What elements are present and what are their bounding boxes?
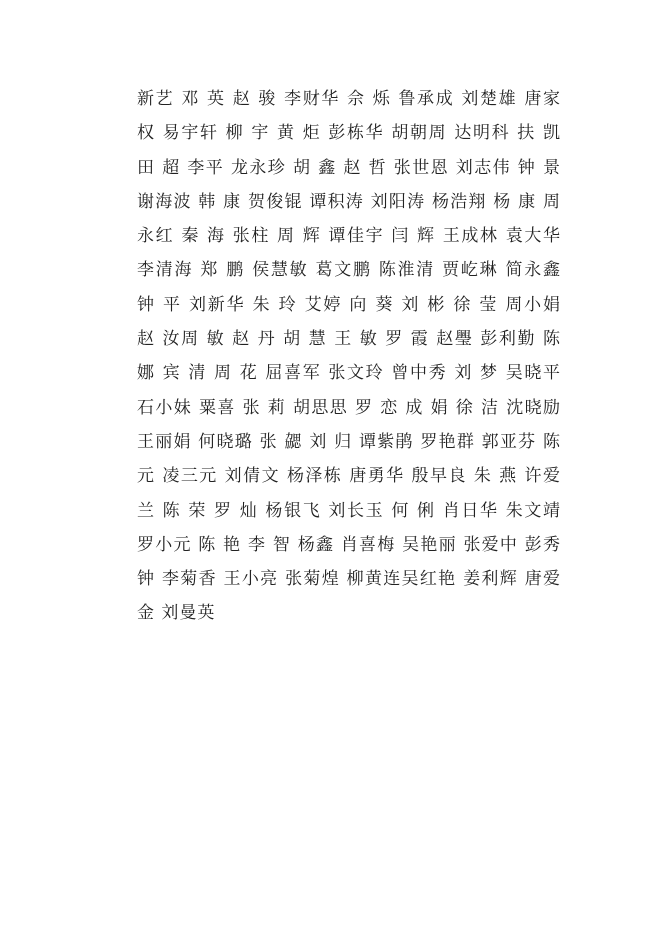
name-list-paragraph: 新艺 邓 英 赵 骏 李财华 佘 烁 鲁承成 刘楚雄 唐家权 易宇轩 柳 宇 黄 炬 彭栋华 胡朝周 达明科 扶 凯 田 超 李平 龙永珍 胡 鑫 赵 哲 张世恩 刘志伟 钟 景 谢海波 韩 康 贺俊锟 谭积涛 刘阳涛 杨浩翔 杨 康 周永红 秦 海 张柱 周 辉 谭佳宇 闫 辉 王成林 袁大华 李清海 郑 鹏 侯慧敏 葛文鹏 陈淮清 贾屹琳 简永鑫 钟 平 刘新华 朱 玲 艾婷 向 葵 刘 彬 徐 莹 周小娟 赵 汝周 敏 赵 丹 胡 慧 王 敏 罗 霞 赵璺 彭利勤 陈 娜 宾 清 周 花 屈喜军 张文玲 曾中秀 刘 梦 吴晓平 石小妹 粟喜 张 莉 胡思思 罗 恋 成 娟 徐 洁 沈晓励 王丽娟 何晓璐 张 勰 刘 归 谭紫鹃 罗艳群 郭亚芬 陈 元 凌三元 刘倩文 杨泽栋 唐勇华 殷早良 朱 燕 许爱兰 陈 荣 罗 灿 杨银飞 刘长玉 何 俐 肖日华 朱文靖 罗小元 陈 艳 李 智 杨鑫 肖喜梅 吴艳丽 张爱中 彭秀钟 李菊香 王小亮 张菊煌 柳黄连吴红艳 姜利辉 唐爱金 刘曼英 — [137, 89, 561, 624]
